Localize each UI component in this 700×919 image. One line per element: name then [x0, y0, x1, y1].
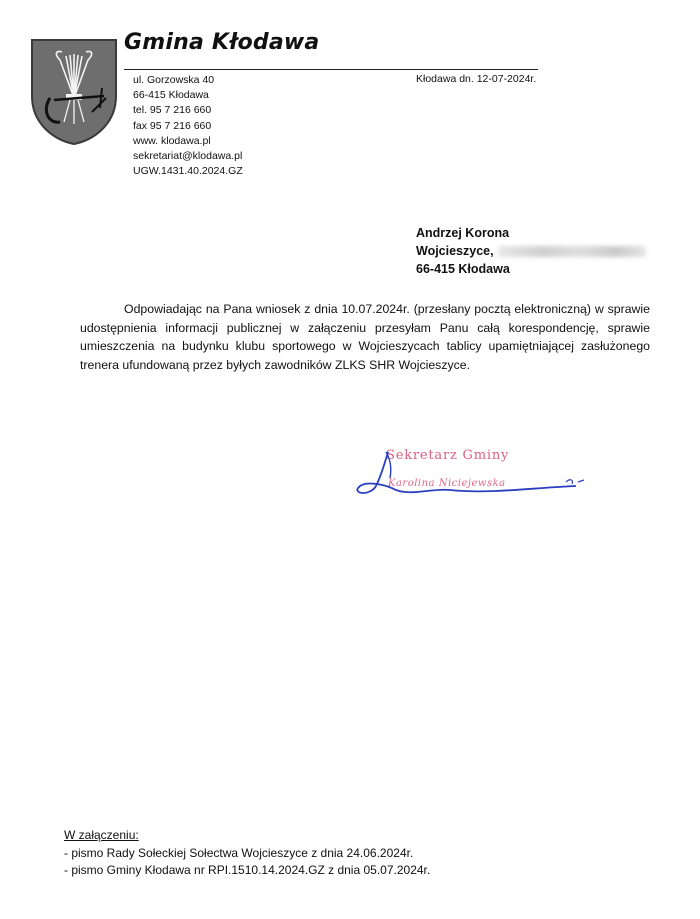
address-phone: tel. 95 7 216 660: [133, 104, 212, 117]
address-postal: 66-415 Kłodawa: [133, 89, 209, 102]
attachment-item: - pismo Rady Sołeckiej Sołectwa Wojcieszyce z dnia 24.06.2024r.: [64, 845, 414, 860]
attachments-heading: W załączeniu:: [64, 828, 139, 842]
address-website: www. klodawa.pl: [133, 134, 211, 147]
org-name: Gmina Kłodawa: [124, 30, 320, 55]
recipient-name: Andrzej Korona: [416, 226, 510, 240]
recipient-postal: 66-415 Kłodawa: [416, 262, 510, 276]
recipient-city: Wojcieszyce,: [416, 244, 494, 258]
reference-number: UGW.1431.40.2024.GZ: [133, 165, 243, 177]
coat-of-arms-icon: [30, 38, 118, 146]
stamp-name: Karolina Niciejewska: [388, 478, 506, 489]
attachments: [64, 827, 430, 880]
sender-address: [133, 73, 242, 164]
recipient-street-line: [416, 242, 646, 260]
header-divider: [124, 69, 538, 70]
redacted-address: [498, 246, 646, 257]
address-fax: fax 95 7 216 660: [133, 119, 212, 132]
letter-body: Odpowiadając na Pana wniosek z dnia 10.07.2024r. (przesłany pocztą elektroniczną) w sprawie udostępnienia informacji publicznej w załączeniu przesyłam Panu całą korespondencję, sprawie umieszczenia na budynku klubu sportowego w Wojcieszycach tablicy upamiętniającej zasłużonego trenera ufundowaną przez byłych zawodników ZLKS SHR Wojcieszyce.: [80, 302, 650, 372]
handwritten-signature: [340, 438, 600, 508]
letter-date: Kłodawa dn. 12-07-2024r.: [416, 73, 537, 85]
attachment-item: - pismo Gminy Kłodawa nr RPI.1510.14.2024.GZ z dnia 05.07.2024r.: [64, 863, 431, 877]
recipient-block: [416, 224, 646, 278]
stamp-title: Sekretarz Gminy: [386, 448, 510, 463]
address-street: ul. Gorzowska 40: [133, 74, 215, 86]
address-email: sekretariat@klodawa.pl: [133, 150, 243, 163]
